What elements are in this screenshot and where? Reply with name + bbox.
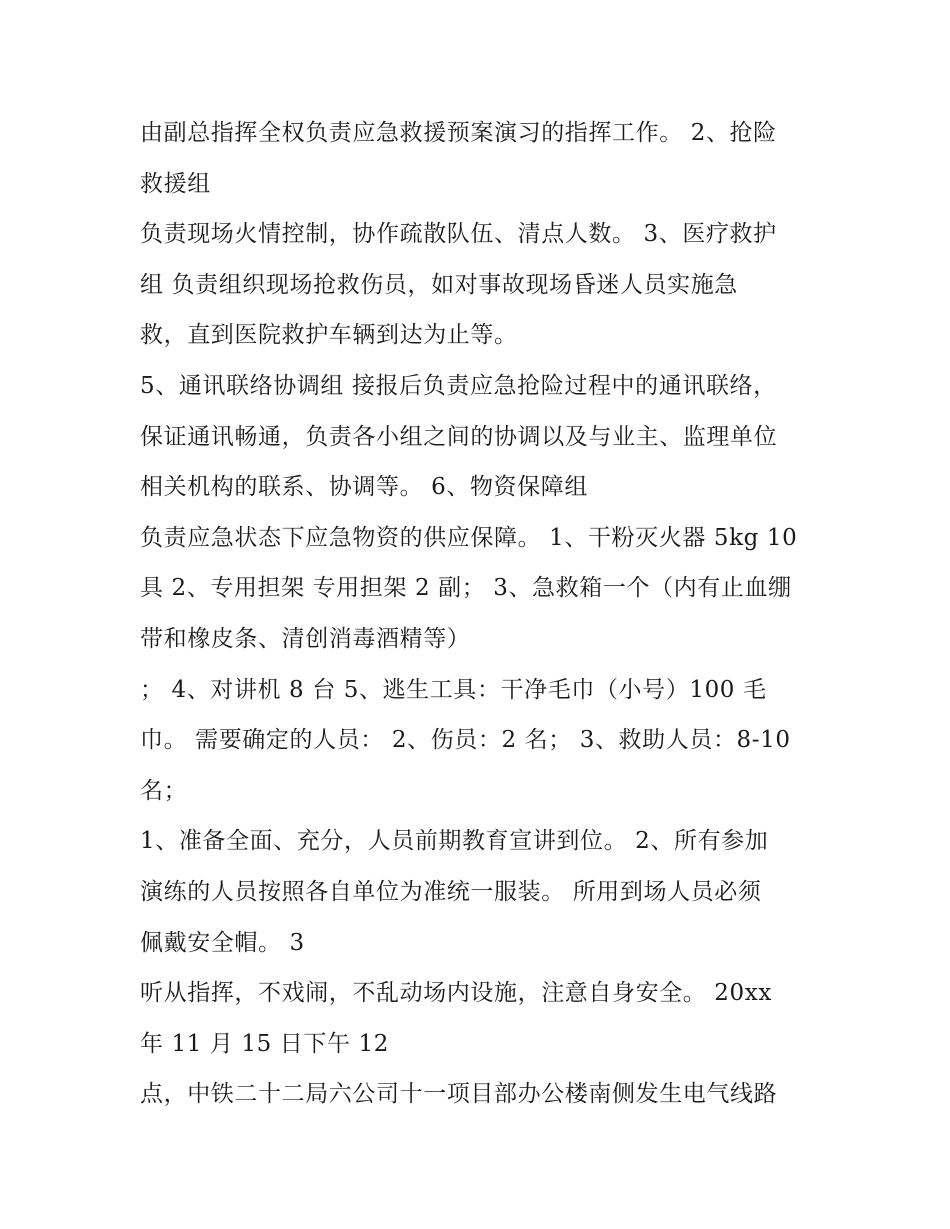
text-line: 佩戴安全帽。 3 xyxy=(140,929,305,956)
text-line: 负责现场火情控制，协作疏散队伍、清点人数。 3、医疗救护 xyxy=(140,221,777,248)
text-line: 救，直到医院救护车辆到达为止等。 xyxy=(140,322,518,349)
text-line: 名； xyxy=(140,777,188,804)
document-body xyxy=(140,108,830,1120)
text-line: 1、准备全面、充分，人员前期教育宣讲到位。 2、所有参加 xyxy=(140,828,769,855)
text-line: 由副总指挥全权负责应急救援预案演习的指挥工作。 2、抢险 xyxy=(140,120,777,146)
text-line: 负责应急状态下应急物资的供应保障。 1、干粉灭火器 5kg 10 xyxy=(140,524,798,551)
text-line: 具 2、专用担架 专用担架 2 副； 3、急救箱一个（内有止血绷 xyxy=(140,575,792,602)
text-line: 相关机构的联系、协调等。 6、物资保障组 xyxy=(140,474,588,501)
text-line: 听从指挥，不戏闹，不乱动场内设施，注意自身安全。 20xx xyxy=(140,980,772,1007)
text-line: 年 11 月 15 日下午 12 xyxy=(140,1030,389,1057)
text-line: ； 4、对讲机 8 台 5、逃生工具：干净毛巾（小号）100 毛 xyxy=(140,676,767,703)
text-line: 演练的人员按照各自单位为准统一服装。 所用到场人员必须 xyxy=(140,878,762,905)
text-line: 救援组 xyxy=(140,170,211,197)
text-line: 组 负责组织现场抢救伤员，如对事故现场昏迷人员实施急 xyxy=(140,271,738,298)
text-line: 巾。 需要确定的人员： 2、伤员：2 名； 3、救助人员：8-10 xyxy=(140,727,791,754)
text-line: 带和橡皮条、清创消毒酒精等） xyxy=(140,625,471,652)
text-line: 点，中铁二十二局六公司十一项目部办公楼南侧发生电气线路 xyxy=(140,1081,778,1108)
text-line: 5、通讯联络协调组 接报后负责应急抢险过程中的通讯联络， xyxy=(140,372,777,399)
text-line: 保证通讯畅通，负责各小组之间的协调以及与业主、监理单位 xyxy=(140,423,778,450)
